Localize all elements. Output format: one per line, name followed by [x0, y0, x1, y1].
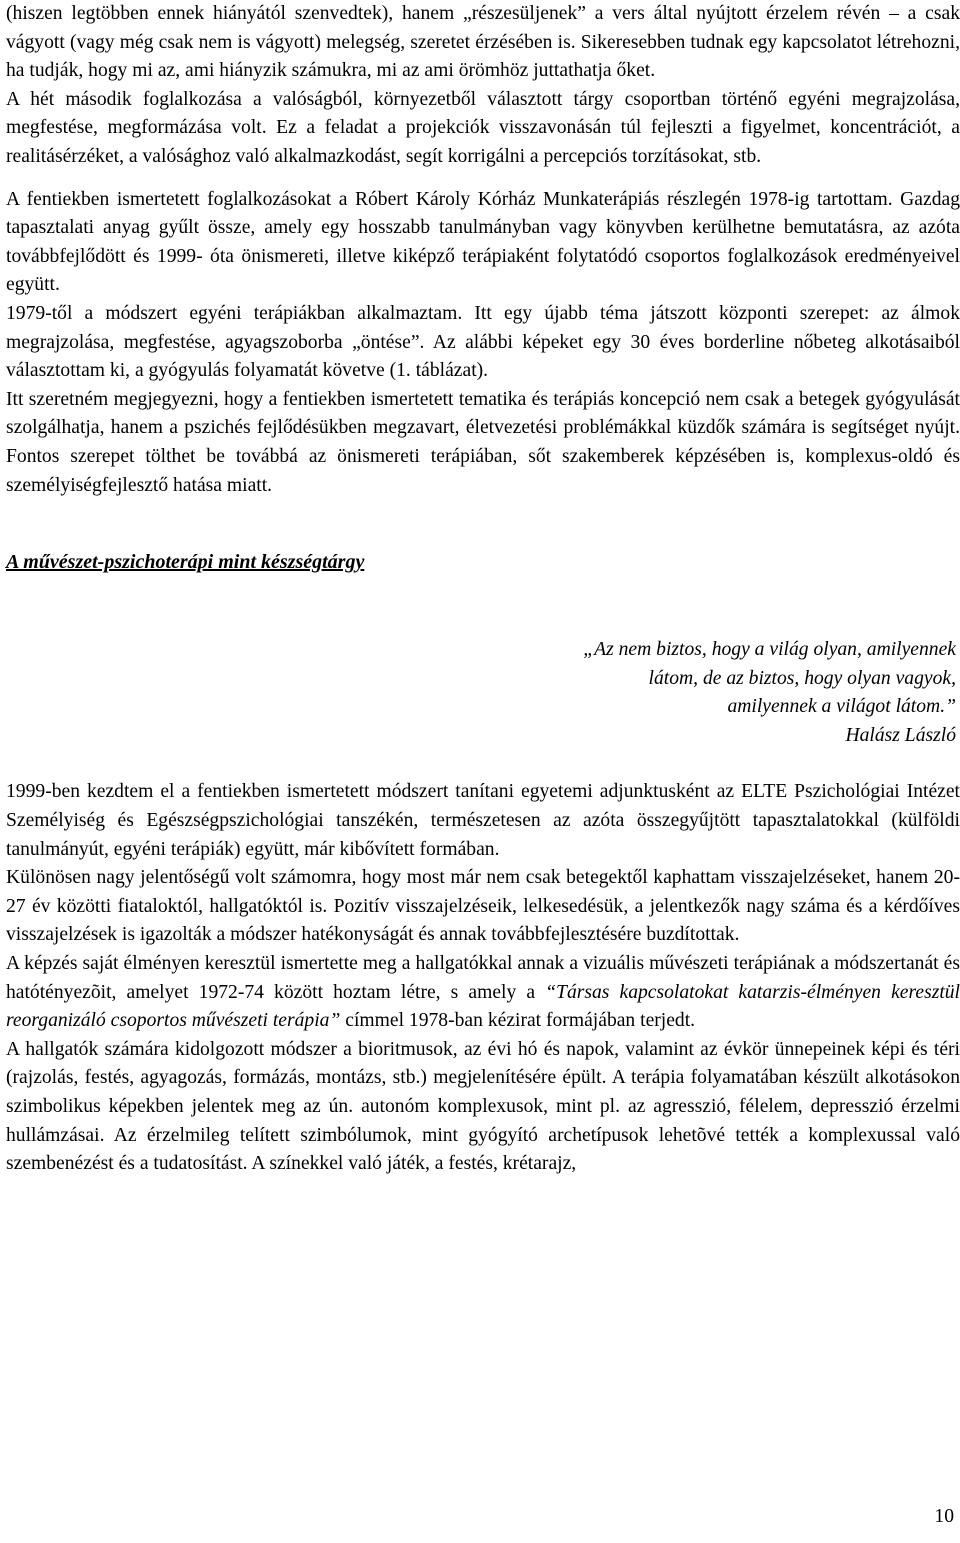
paragraph-feedback: Különösen nagy jelentőségű volt számomra, hogy most már nem csak betegektől kaphattam visszajelzéseket, hanem 20-27 év közötti fiataloktól, hallgatóktól is. Pozitív visszajelzéseik, lelkesedésük, a jelentkezők nagy száma és a kérdőíves visszajelzések is igazolták a módszer hatékonyságát és annak továbbfejlesztésére buzdítottak. [6, 867, 960, 946]
motto-line: látom, de az biztos, hogy olyan vagyok, [648, 667, 956, 689]
paragraph-individual-therapy: 1979-től a módszert egyéni terápiákban alkalmaztam. Itt egy újabb téma játszott központi szerepet: az álmok megrajzolása, megfestése, agyagszoborba „öntése”. Az alábbi képeket egy 30 éves borderline nőbeteg alkotásaiból választottam ki, a gyógyulás folyamatát követve (1. táblázat). [6, 302, 960, 382]
motto-author: Halász László [845, 724, 956, 746]
paragraph-training [6, 950, 960, 1036]
section-heading: A művészet-pszichoterápi mint készségtárgy [6, 551, 365, 574]
document-page [6, 0, 960, 1179]
spacer [6, 500, 960, 548]
paragraph-second-session: A hét második foglalkozása a valóságból, környezetből választott tárgy csoportban történő egyéni megrajzolása, megfestése, megformázása volt. Ez a feladat a projekciók visszavonásán túl fejleszti a figyelmet, koncentrációt, a realitásérzéket, a valósághoz való alkalmazkodást, segít korrigálni a percepciós torzításokat, stb. [6, 88, 960, 167]
training-text-after: címmel 1978-ban kézirat formájában terjedt. [340, 1010, 696, 1032]
paragraph-method: A hallgatók számára kidolgozott módszer a bioritmusok, az évi hó és napok, valamint az évkör ünnepeinek képi és téri (rajzolás, festés, agyagozás, formázás, montázs, stb.) megjelenítésére épült. A terápia folyamatában készült alkotásokon szimbolikus képekben jelentek meg az ún. autonóm komplexusok, mint pl. az agresszió, félelem, depresszió érzelmi hullámzásai. Az érzelmileg telített szimbólumok, mint gyógyító archetípusok lehetõvé tették a komplexussal való szembenézést és a tudatosítást. A színekkel való játék, a festés, krétarajz, [6, 1038, 960, 1175]
therapy-title-italic: “Társas kapcsolatokat katarzis-élményen keresztül reorganizáló csoportos művészeti terápia” [6, 981, 960, 1032]
paragraph-note: Itt szeretném megjegyezni, hogy a fentiekben ismertetett tematika és terápiás koncepció nem csak a betegek gyógyulását szolgálhatja, hanem a pszichés fejlődésükben megzavart, életvezetési problémákkal küzdők számára is segítséget nyújt. Fontos szerepet tölthet be továbbá az önismereti terápiában, sőt szakemberek képzésében is, komplexus-oldó és személyiségfejlesztő hatása miatt. [6, 388, 960, 496]
training-text-before: A képzés saját élményen keresztül ismertette meg a hallgatókkal annak a vizuális művészeti terápiának a módszertanát és hatótényezõit, amelyet 1972-74 között hoztam létre, s amely a [6, 953, 960, 1003]
motto-line: „Az nem biztos, hogy a világ olyan, amilyennek [583, 639, 956, 661]
motto-line: amilyennek a világot látom.” [727, 696, 956, 718]
spacer [6, 172, 960, 186]
page-number: 10 [934, 1506, 954, 1527]
paragraph-elte: 1999-ben kezdtem el a fentiekben ismertetett módszert tanítani egyetemi adjunktusként az ELTE Pszichológiai Intézet Személyiség és Egészségpszichológiai tanszékén, természetesen az azóta összegyűjtött tapasztalatokkal (külföldi tanulmányút, egyéni terápiák) együtt, már kibővített formában. [6, 781, 960, 860]
motto-quote [6, 636, 956, 750]
paragraph-hospital: A fentiekben ismertetett foglalkozásokat a Róbert Károly Kórház Munkaterápiás részlegén 1978-ig tartottam. Gazdag tapasztalati anyag gyűlt össze, amely egy hosszabb tanulmányban vagy könyvben kerülhetne bemutatásra, az azóta továbbfejlődött és 1999- óta önismereti, illetve kiképző terápiaként folytatódó csoportos foglalkozások eredményeivel együtt. [6, 188, 960, 296]
spacer [6, 750, 960, 778]
paragraph-intro: (hiszen legtöbben ennek hiányától szenvedtek), hanem „részesüljenek” a vers által nyújtott érzelem révén – a csak vágyott (vagy még csak nem is vágyott) melegség, szeretet érzésében is. Sikeresebben tudnak egy kapcsolatot létrehozni, ha tudják, hogy mi az, ami hiányzik számukra, mi az ami örömhöz juttathatja őket. [6, 3, 960, 82]
